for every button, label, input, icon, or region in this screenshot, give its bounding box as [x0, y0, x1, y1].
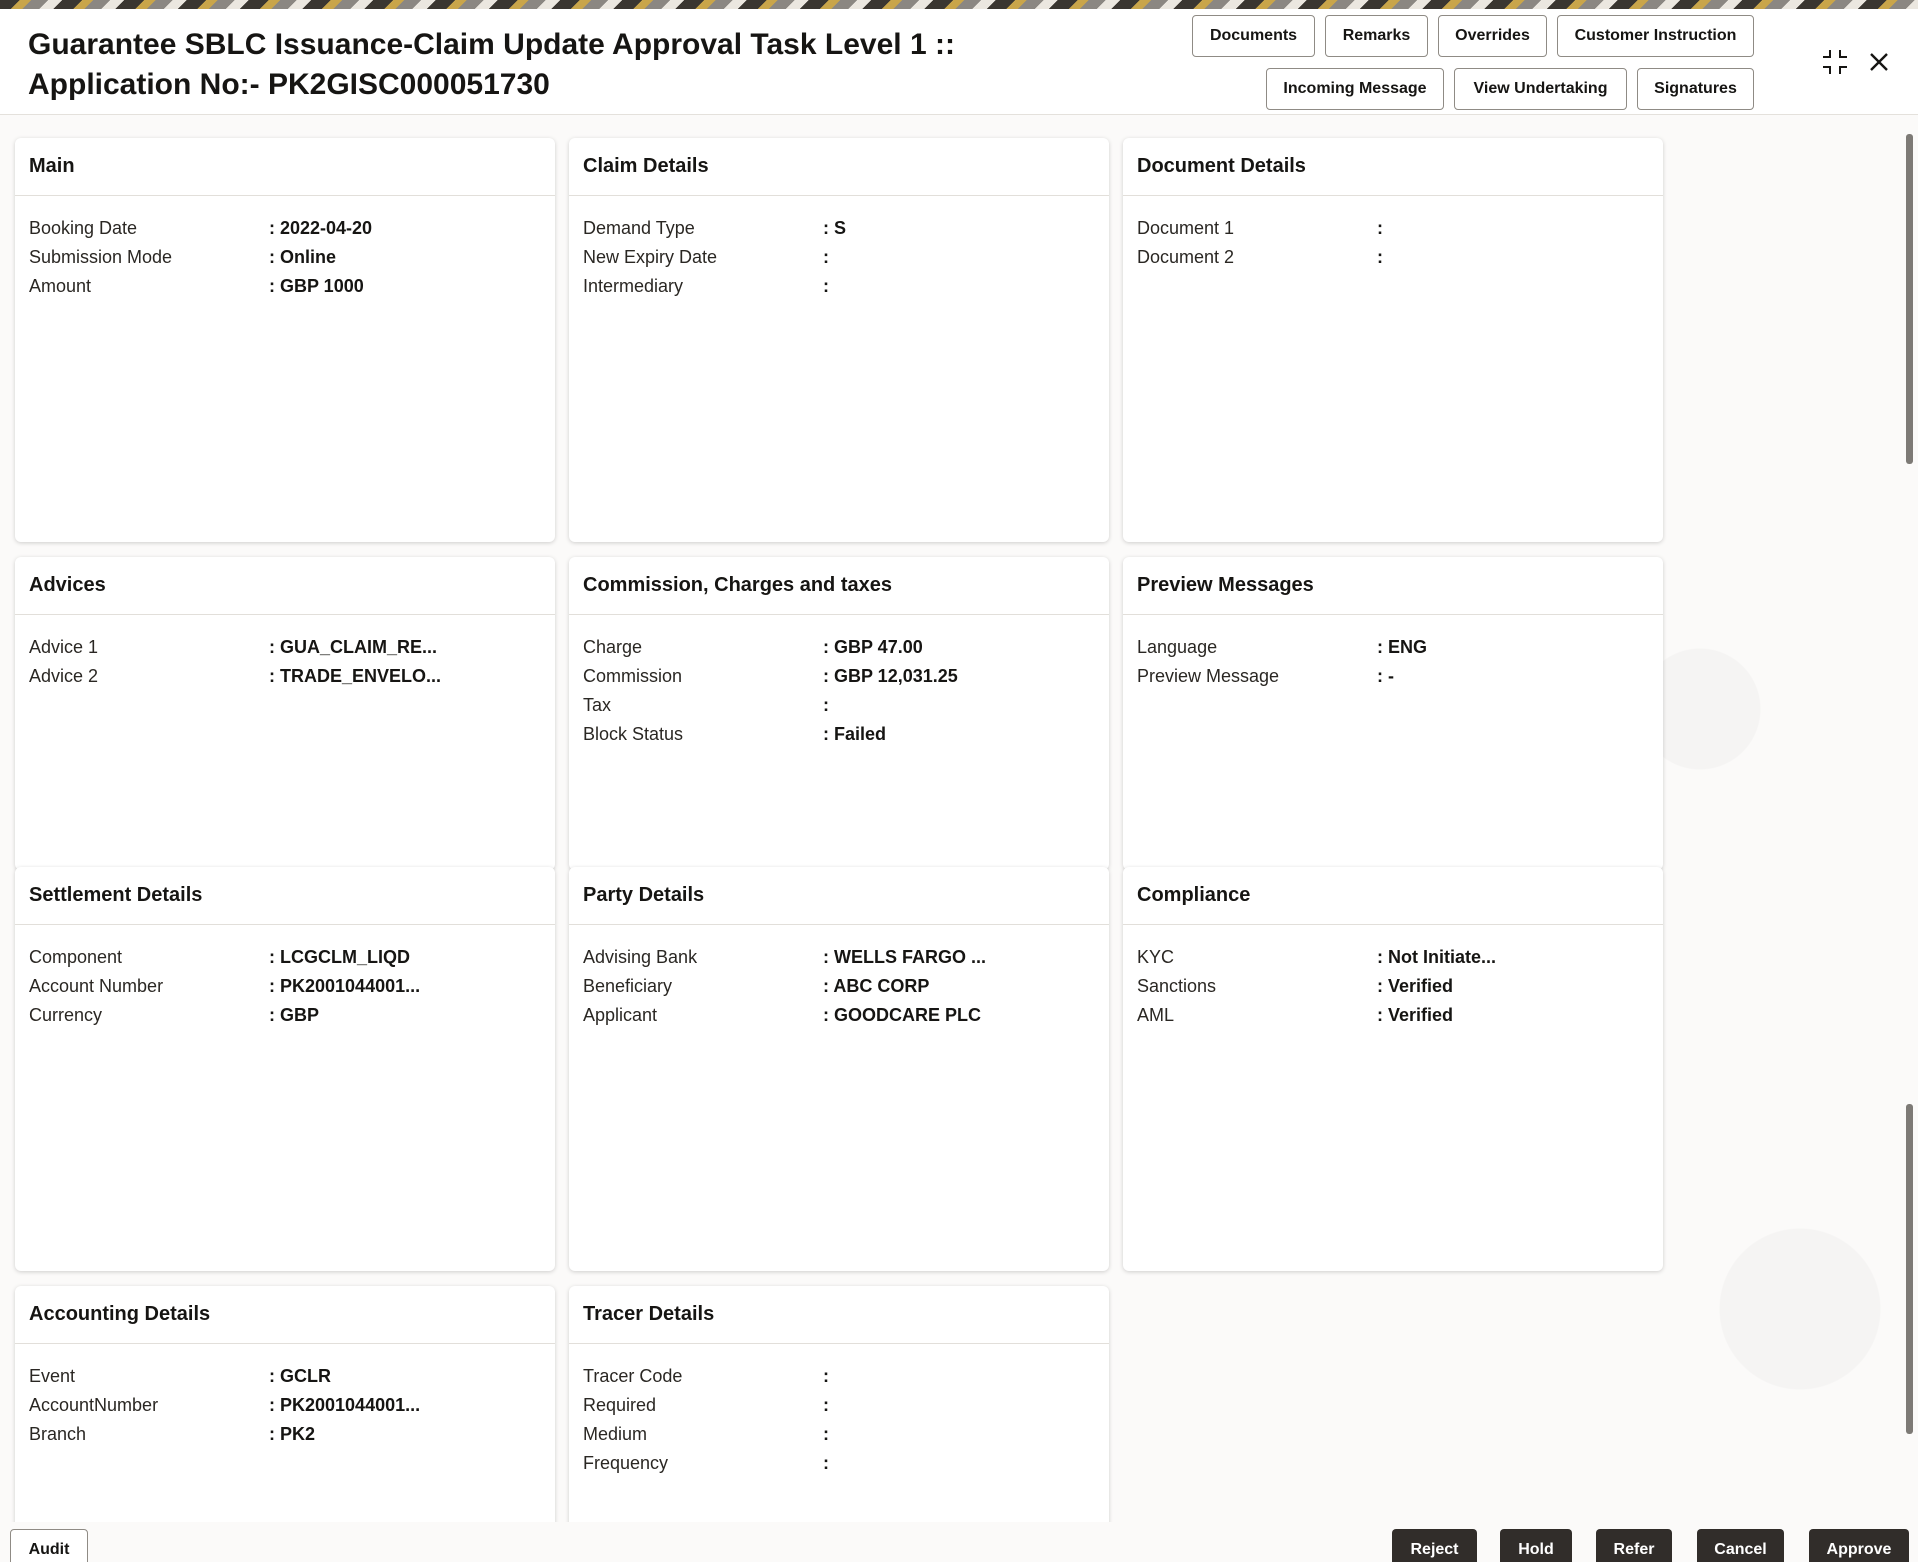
field-label: Advising Bank [583, 947, 698, 967]
commission-charges-card [569, 557, 1109, 870]
main-card [15, 138, 555, 542]
card-title: Preview Messages [1123, 557, 1663, 615]
signatures-button[interactable]: Signatures [1637, 68, 1754, 110]
field-label: Demand Type [583, 218, 695, 238]
field-row [1123, 243, 1663, 272]
field-row [569, 691, 1109, 720]
card-title: Claim Details [569, 138, 1109, 196]
card-title: Party Details [569, 867, 1109, 925]
card-title: Document Details [1123, 138, 1663, 196]
field-label: Document 1 [1137, 218, 1235, 238]
scrollbar-thumb-secondary[interactable] [1906, 1104, 1913, 1434]
field-label: Medium [583, 1424, 648, 1444]
advices-card [15, 557, 555, 870]
scrollbar-thumb[interactable] [1906, 134, 1913, 464]
collapse-icon[interactable] [1818, 45, 1852, 79]
field-label: Branch [29, 1424, 87, 1444]
field-label: Charge [583, 637, 643, 657]
field-label: Commission [583, 666, 683, 686]
field-value: : 2022-04-20 [269, 218, 373, 238]
field-label: AML [1137, 1005, 1175, 1025]
view-undertaking-button[interactable]: View Undertaking [1454, 68, 1627, 110]
field-value: : PK2 [269, 1424, 316, 1444]
background-banner [0, 0, 1918, 9]
cancel-button[interactable]: Cancel [1697, 1529, 1784, 1562]
field-row [569, 662, 1109, 691]
field-value: : [823, 695, 829, 715]
customer-instruction-button[interactable]: Customer Instruction [1557, 15, 1754, 57]
field-label: Preview Message [1137, 666, 1280, 686]
field-value: : Failed [823, 724, 887, 744]
field-value: : PK2001044001... [269, 976, 421, 996]
field-row [1123, 633, 1663, 662]
field-row [569, 972, 1109, 1001]
field-value: : [823, 276, 829, 296]
field-label: Sanctions [1137, 976, 1217, 996]
field-label: Block Status [583, 724, 684, 744]
card-title: Accounting Details [15, 1286, 555, 1344]
field-value: : Not Initiate... [1377, 947, 1496, 967]
documents-button[interactable]: Documents [1192, 15, 1315, 57]
field-row [1123, 1001, 1663, 1030]
field-value: : GBP [269, 1005, 320, 1025]
field-label: Language [1137, 637, 1218, 657]
field-value: : Verified [1377, 1005, 1454, 1025]
card-title: Tracer Details [569, 1286, 1109, 1344]
field-row [569, 243, 1109, 272]
field-row [1123, 662, 1663, 691]
field-value: : [823, 1395, 829, 1415]
document-details-card [1123, 138, 1663, 542]
field-row [569, 1001, 1109, 1030]
field-label: KYC [1137, 947, 1175, 967]
field-label: Frequency [583, 1453, 669, 1473]
field-label: Applicant [583, 1005, 658, 1025]
title-line-1: Guarantee SBLC Issuance-Claim Update Approval Task Level 1 :: [28, 28, 955, 61]
field-row [569, 1362, 1109, 1391]
field-row [1123, 943, 1663, 972]
card-title: Commission, Charges and taxes [569, 557, 1109, 615]
field-row [15, 1420, 555, 1449]
remarks-button[interactable]: Remarks [1325, 15, 1428, 57]
refer-button[interactable]: Refer [1596, 1529, 1672, 1562]
field-value: : [1377, 218, 1383, 238]
field-row [15, 633, 555, 662]
field-value: : Online [269, 247, 336, 267]
field-row [569, 633, 1109, 662]
field-value: : ABC CORP [823, 976, 930, 996]
field-value: : LCGCLM_LIQD [269, 947, 410, 967]
field-value: : GBP 47.00 [823, 637, 923, 657]
cards-area [0, 116, 1900, 1522]
page-title [28, 25, 955, 105]
field-label: Event [29, 1366, 76, 1386]
dialog-header [0, 9, 1918, 115]
field-value: : GBP 12,031.25 [823, 666, 958, 686]
field-label: Currency [29, 1005, 103, 1025]
field-value: : [823, 247, 829, 267]
field-label: Booking Date [29, 218, 138, 238]
dialog-footer [0, 1522, 1918, 1562]
field-label: Intermediary [583, 276, 684, 296]
accounting-details-card [15, 1286, 555, 1522]
settlement-details-card [15, 867, 555, 1271]
field-label: Component [29, 947, 123, 967]
field-row [569, 720, 1109, 749]
field-value: : S [823, 218, 847, 238]
approval-dialog [0, 9, 1918, 1562]
field-label: Beneficiary [583, 976, 673, 996]
field-label: Document 2 [1137, 247, 1235, 267]
field-value: : [823, 1453, 829, 1473]
field-row [15, 243, 555, 272]
field-label: Tracer Code [583, 1366, 683, 1386]
field-value: : [823, 1366, 829, 1386]
field-value: : [823, 1424, 829, 1444]
close-icon[interactable] [1862, 45, 1896, 79]
field-label: Account Number [29, 976, 164, 996]
field-value: : PK2001044001... [269, 1395, 421, 1415]
field-value: : [1377, 247, 1383, 267]
field-label: New Expiry Date [583, 247, 718, 267]
field-label: Advice 1 [29, 637, 99, 657]
field-label: Required [583, 1395, 657, 1415]
field-label: Submission Mode [29, 247, 173, 267]
field-row [569, 943, 1109, 972]
field-row [1123, 214, 1663, 243]
approve-button[interactable]: Approve [1809, 1529, 1909, 1562]
card-title: Advices [15, 557, 555, 615]
field-label: Amount [29, 276, 92, 296]
field-value: : GCLR [269, 1366, 331, 1386]
card-title: Main [15, 138, 555, 196]
field-row [569, 214, 1109, 243]
card-title: Settlement Details [15, 867, 555, 925]
incoming-message-button[interactable]: Incoming Message [1266, 68, 1444, 110]
field-value: : TRADE_ENVELO... [269, 666, 442, 686]
field-value: : ENG [1377, 637, 1428, 657]
field-row [15, 1001, 555, 1030]
compliance-card [1123, 867, 1663, 1271]
title-line-2: Application No:- PK2GISC000051730 [28, 68, 550, 101]
field-row [15, 972, 555, 1001]
field-row [1123, 972, 1663, 1001]
hold-button[interactable]: Hold [1500, 1529, 1572, 1562]
tracer-details-card [569, 1286, 1109, 1522]
claim-details-card [569, 138, 1109, 542]
overrides-button[interactable]: Overrides [1438, 15, 1547, 57]
field-value: : - [1377, 666, 1394, 686]
field-value: : GOODCARE PLC [823, 1005, 982, 1025]
field-label: AccountNumber [29, 1395, 159, 1415]
audit-button[interactable]: Audit [10, 1529, 88, 1562]
field-row [569, 1420, 1109, 1449]
party-details-card [569, 867, 1109, 1271]
field-row [15, 272, 555, 301]
field-row [15, 1391, 555, 1420]
field-row [15, 943, 555, 972]
field-label: Tax [583, 695, 612, 715]
field-row [569, 1391, 1109, 1420]
field-value: : GUA_CLAIM_RE... [269, 637, 438, 657]
field-row [569, 1449, 1109, 1478]
field-value: : GBP 1000 [269, 276, 364, 296]
preview-messages-card [1123, 557, 1663, 870]
field-row [15, 1362, 555, 1391]
card-title: Compliance [1123, 867, 1663, 925]
field-value: : Verified [1377, 976, 1454, 996]
reject-button[interactable]: Reject [1392, 1529, 1477, 1562]
field-row [15, 214, 555, 243]
field-row [569, 272, 1109, 301]
field-label: Advice 2 [29, 666, 99, 686]
field-row [15, 662, 555, 691]
field-value: : WELLS FARGO ... [823, 947, 986, 967]
